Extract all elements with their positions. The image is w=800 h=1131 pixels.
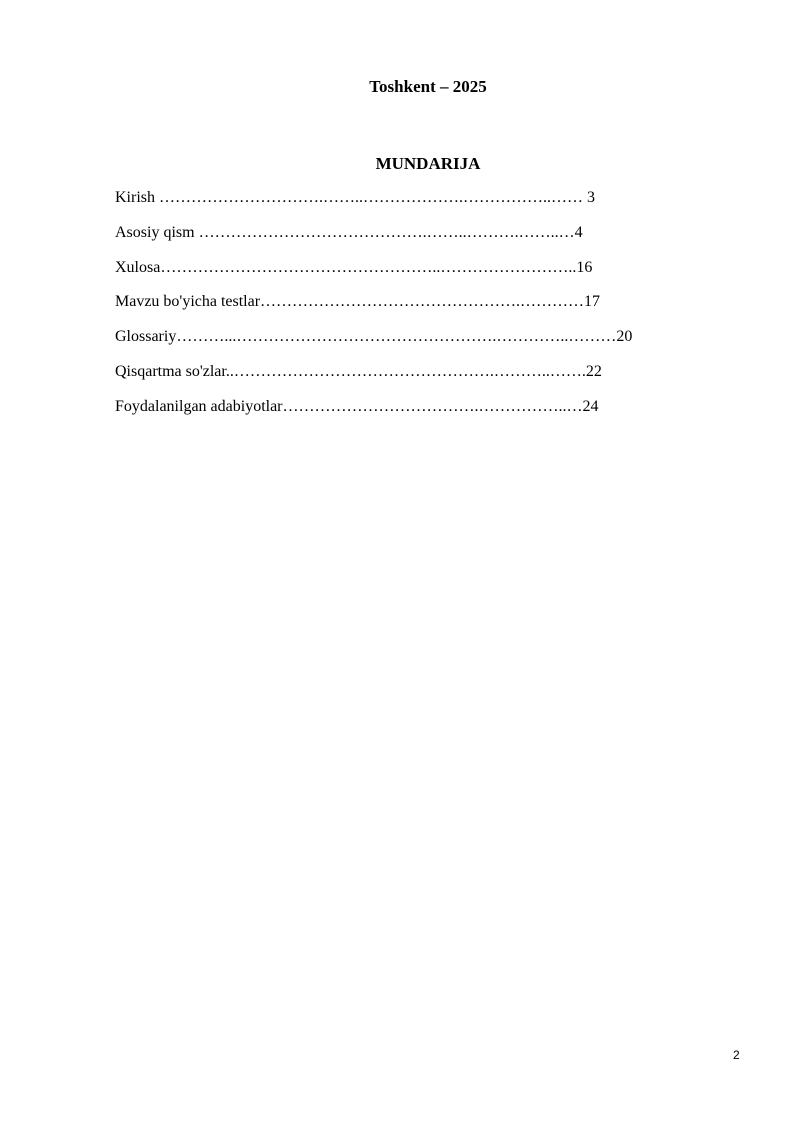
toc-entry-kirish[interactable]: Kirish ………………………….……..……………….……………..…… 3 <box>115 189 595 206</box>
page-number: 2 <box>733 1048 740 1062</box>
toc-entry-qisqartma-sozlar[interactable]: Qisqartma so'zlar..………………………………………….………..…….22 <box>115 362 602 380</box>
toc-entry-adabiyotlar[interactable]: Foydalanilgan adabiyotlar……………………………….……………..…24 <box>115 397 599 415</box>
table-of-contents-title: MUNDARIJA <box>375 154 481 173</box>
toc-entry-asosiy-qism[interactable]: Asosiy qism …………………………………….……..……….……..…4 <box>115 223 583 241</box>
table-of-contents <box>115 186 718 430</box>
toc-entry-glossariy[interactable]: Glossariy………...………………………………………….…………..………20 <box>115 328 633 346</box>
city-year-heading: Toshkent – 2025 <box>369 77 487 96</box>
toc-entry-mavzu-testlar[interactable]: Mavzu bo'yicha testlar………………………………………….…………17 <box>115 293 601 311</box>
toc-entry-xulosa[interactable]: Xulosa……………………………………………..……………………..16 <box>115 258 593 276</box>
